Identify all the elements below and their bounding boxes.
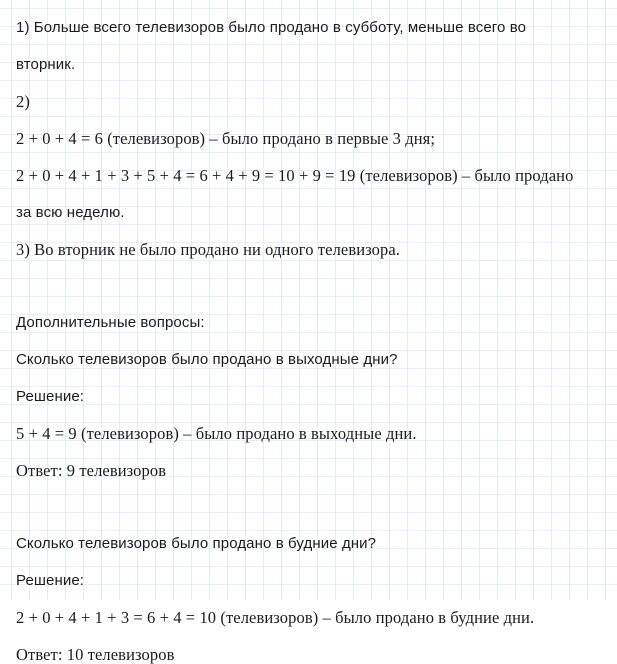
gap xyxy=(16,148,603,166)
answer-1-line-2: вторник. xyxy=(16,56,76,73)
gap xyxy=(16,627,603,645)
additional-answer-1: Ответ: 9 телевизоров xyxy=(16,461,167,480)
additional-calculation-2: 2 + 0 + 4 + 1 + 3 = 6 + 4 = 10 (телевизоров) – было продано в будние дни. xyxy=(16,608,535,627)
solution-label-2: Решение: xyxy=(16,572,85,589)
gap xyxy=(16,553,603,571)
answer-2-calculation-2-line-2: за всю неделю. xyxy=(16,204,125,221)
section-gap-extra xyxy=(16,516,603,534)
answer-1-line-1: 1) Больше всего телевизоров было продано в субботу, меньше всего во xyxy=(16,19,527,36)
gap xyxy=(16,185,603,203)
additional-answer-2: Ответ: 10 телевизоров xyxy=(16,645,175,664)
gap xyxy=(16,590,603,608)
gap xyxy=(16,341,603,350)
answer-3: 3) Во вторник не было продано ни одного телевизора. xyxy=(16,240,401,259)
section-gap xyxy=(16,480,603,516)
section-gap xyxy=(16,259,603,295)
gap xyxy=(16,332,603,341)
additional-question-2: Сколько телевизоров было продано в будние дни? xyxy=(16,535,377,552)
answer-2-calculation-2-line-1: 2 + 0 + 4 + 1 + 3 + 5 + 4 = 6 + 4 + 9 = 10 + 9 = 19 (телевизоров) – было продано xyxy=(16,166,574,185)
additional-calculation-1: 5 + 4 = 9 (телевизоров) – было продано в выходные дни. xyxy=(16,424,417,443)
answer-2-calculation-1: 2 + 0 + 4 = 6 (телевизоров) – было продано в первые 3 дня; xyxy=(16,129,436,148)
gap xyxy=(16,111,603,129)
section-gap-extra xyxy=(16,295,603,313)
gap xyxy=(16,443,603,461)
gap xyxy=(16,369,603,387)
top-spacer xyxy=(16,0,603,18)
additional-questions-heading: Дополнительные вопросы: xyxy=(16,314,205,331)
gap xyxy=(16,74,603,92)
additional-question-1: Сколько телевизоров было продано в выходные дни? xyxy=(16,351,398,368)
solution-label-1: Решение: xyxy=(16,388,85,405)
gap xyxy=(16,222,603,240)
gap xyxy=(16,406,603,424)
answer-2-label: 2) xyxy=(16,92,30,111)
gap xyxy=(16,37,603,55)
